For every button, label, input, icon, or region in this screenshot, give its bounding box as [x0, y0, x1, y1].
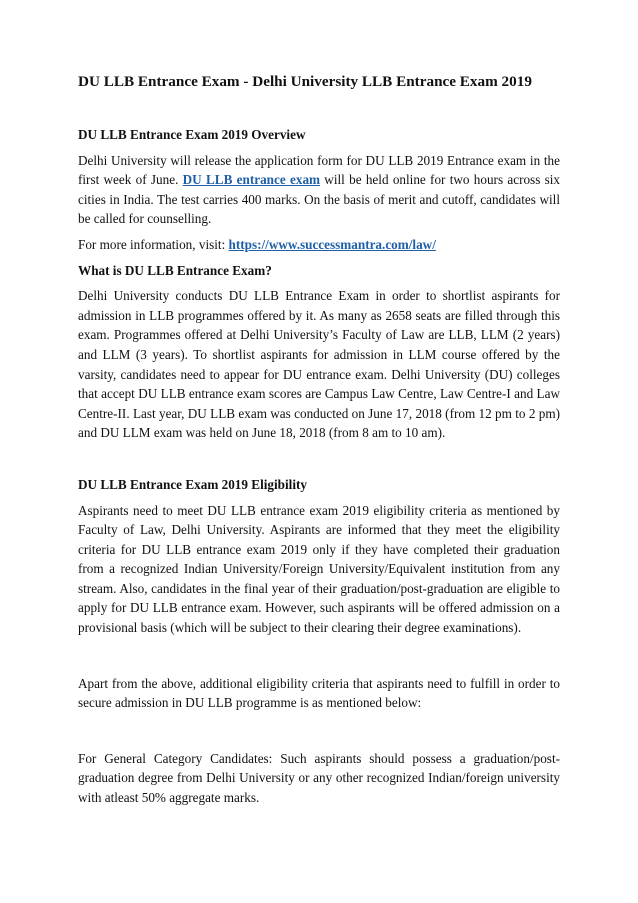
section-spacer [78, 719, 560, 749]
what-is-paragraph: Delhi University conducts DU LLB Entrance Exam in order to shortlist aspirants for admission in LLB programmes offered by it. As many as 2658 seats are filled through this exam. Programmes offered at Delhi University’s Faculty of Law are LLB, LLM (2 years) and LLM (3 years). To shortlist aspirants for admission in LLM course offered by the varsity, candidates need to appear for DU entrance exam. Delhi University (DU) colleges that accept DU LLB entrance exam scores are Campus Law Centre, Law Centre-I and Law Centre-II. Last year, DU LLB exam was conducted on June 17, 2018 (from 12 pm to 2 pm) and DU LLM exam was held on June 18, 2018 (from 8 am to 10 am). [78, 288, 560, 441]
document-title: DU LLB Entrance Exam - Delhi University LLB Entrance Exam 2019 [78, 73, 532, 90]
du-llb-entrance-exam-link[interactable]: DU LLB entrance exam [182, 172, 321, 188]
overview-heading: DU LLB Entrance Exam 2019 Overview [78, 127, 306, 142]
overview-text-after: will be held online for two hours across six cities in India. The test carries 400 marks. On the basis of merit and cutoff, candidates will be called for counselling. [78, 172, 560, 227]
successmantra-law-link[interactable]: https://www.successmantra.com/law/ [228, 236, 436, 252]
more-info-paragraph [78, 235, 560, 255]
eligibility-heading: DU LLB Entrance Exam 2019 Eligibility [78, 476, 307, 492]
what-is-heading: What is DU LLB Entrance Exam? [78, 262, 272, 278]
section-spacer [78, 449, 560, 475]
overview-paragraph [78, 151, 560, 229]
eligibility-paragraph: Aspirants need to meet DU LLB entrance exam 2019 eligibility criteria as mentioned by Faculty of Law, Delhi University. Aspirants are informed that they meet the eligibility criteria for DU LLB entrance exam 2019 only if they have completed their graduation from a recognized Indian University/Foreign University/Equivalent institution from any stream. Also, candidates in the final year of their graduation/post-graduation are eligible to apply for DU LLB entrance exam. However, such aspirants will be offered admission on a provisional basis (which will be subject to their clearing their degree examinations). [78, 502, 560, 636]
section-spacer [78, 644, 560, 674]
additional-criteria-paragraph: Apart from the above, additional eligibility criteria that aspirants need to fulfill in order to secure admission in DU LLB programme is as mentioned below: [78, 675, 560, 711]
general-category-paragraph: For General Category Candidates: Such aspirants should possess a graduation/post-graduation degree from Delhi University or any other recognized Indian/foreign university with atleast 50% aggregate marks. [78, 750, 560, 806]
overview-text-before: Delhi University will release the application form for DU LLB 2019 Entrance exam in the first week of June. [78, 152, 560, 188]
more-info-label: For more information, visit: [78, 236, 229, 252]
